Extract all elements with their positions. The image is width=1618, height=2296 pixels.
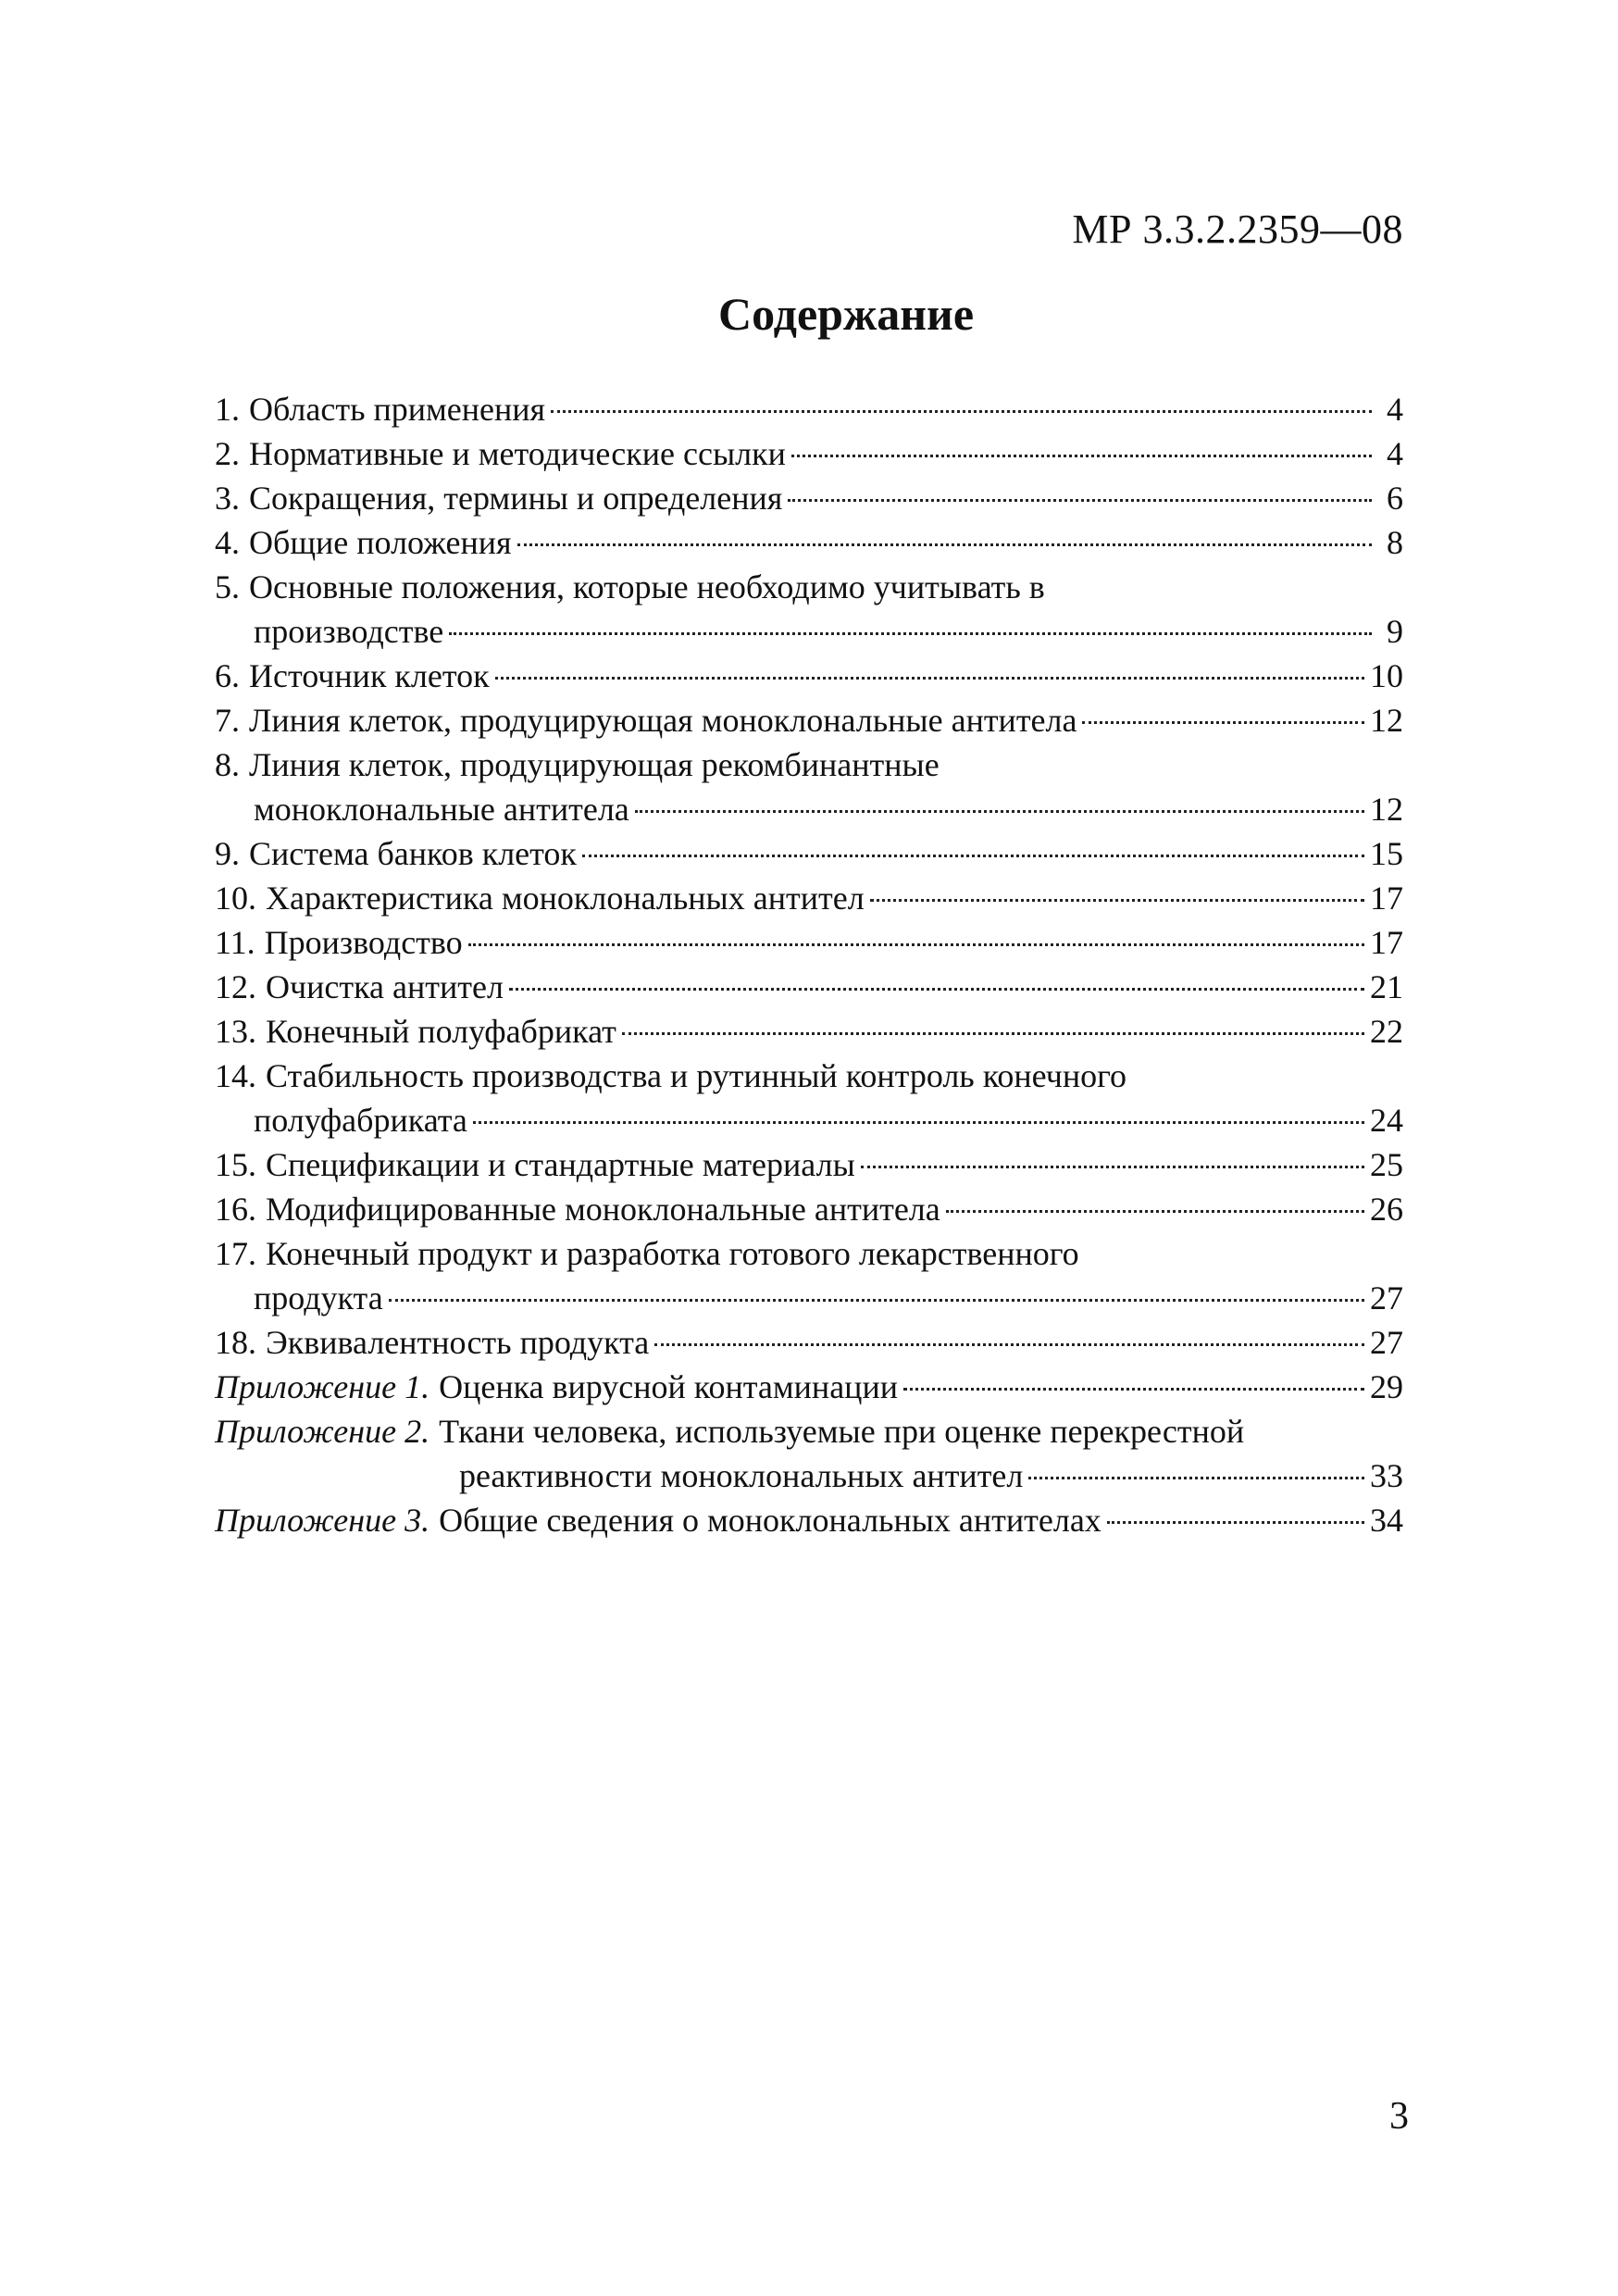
dot-leader — [1028, 1477, 1364, 1479]
toc-entry[interactable] — [215, 965, 1403, 1009]
toc-entry-title: Очистка антител — [266, 968, 504, 1005]
toc-entry[interactable] — [215, 1320, 1403, 1365]
toc-entry-number: 14. — [215, 1057, 256, 1094]
toc-entry[interactable] — [215, 1187, 1403, 1231]
toc-entry-number: 12. — [215, 968, 256, 1005]
toc-entry-page: 29 — [1370, 1368, 1403, 1405]
dot-leader — [870, 899, 1364, 902]
toc-entry-number: 3. — [215, 480, 240, 517]
toc-entry-number: 17. — [215, 1235, 256, 1272]
appendix-label: Приложение 2. — [215, 1413, 430, 1450]
toc-entry-number: 4. — [215, 524, 240, 561]
toc-entry-page: 26 — [1370, 1191, 1403, 1228]
toc-entry[interactable] — [215, 654, 1403, 698]
toc-entry-title: Характеристика моноклональных антител — [266, 880, 865, 917]
dot-leader — [791, 455, 1372, 457]
appendix-label: Приложение 3. — [215, 1502, 430, 1539]
dot-leader — [517, 543, 1372, 546]
dot-leader — [1082, 721, 1364, 724]
dot-leader — [449, 632, 1372, 635]
document-code: МР 3.3.2.2359—08 — [1072, 206, 1403, 252]
dot-leader — [654, 1343, 1364, 1346]
toc-entry[interactable] — [215, 431, 1403, 476]
toc-entry-page: 15 — [1370, 835, 1403, 872]
toc-entry-title: Конечный продукт и разработка готового лекарственного — [266, 1235, 1079, 1272]
toc-entry-title: Общие сведения о моноклональных антителах — [439, 1502, 1101, 1539]
toc-entry-page: 12 — [1370, 702, 1403, 739]
toc-entry[interactable] — [215, 1142, 1403, 1187]
toc-entry-number: 15. — [215, 1146, 256, 1183]
toc-entry-title: Линия клеток, продуцирующая моноклональные антитела — [249, 702, 1077, 739]
toc-entry[interactable] — [215, 1009, 1403, 1054]
toc-entry-page: 8 — [1387, 524, 1403, 561]
toc-entry-title: Эквивалентность продукта — [266, 1324, 650, 1361]
toc-entry-page: 33 — [1370, 1457, 1403, 1494]
toc-entry[interactable] — [215, 831, 1403, 876]
toc-entry-title: Линия клеток, продуцирующая рекомбинантные — [249, 746, 940, 783]
toc-entry-number: 2. — [215, 435, 240, 472]
toc-entry-number: 13. — [215, 1013, 256, 1050]
toc-entry-page: 17 — [1370, 924, 1403, 961]
toc-entry-page: 4 — [1387, 391, 1403, 428]
dot-leader — [861, 1166, 1364, 1168]
dot-leader — [635, 810, 1364, 813]
dot-leader — [582, 855, 1364, 857]
toc-entry-page: 17 — [1370, 880, 1403, 917]
page-number: 3 — [1389, 2095, 1409, 2138]
toc-entry[interactable] — [215, 476, 1403, 520]
toc-entry-page: 27 — [1370, 1279, 1403, 1316]
toc-entry-page: 9 — [1387, 613, 1403, 650]
toc-entry[interactable] — [215, 1231, 1403, 1320]
toc-entry-title-continued: полуфабриката — [254, 1102, 467, 1139]
dot-leader — [473, 1121, 1364, 1124]
toc-entry-title-continued: реактивности моноклональных антител — [459, 1457, 1024, 1494]
toc-entry-title: Производство — [264, 924, 463, 961]
toc-appendix-entry[interactable] — [215, 1498, 1403, 1542]
toc-entry-title: Источник клеток — [249, 657, 490, 694]
toc-entry-title: Спецификации и стандартные материалы — [266, 1146, 855, 1183]
toc-entry-page: 25 — [1370, 1146, 1403, 1183]
toc-entry-title-continued: моноклональные антитела — [254, 791, 629, 828]
toc-entry[interactable] — [215, 876, 1403, 920]
toc-appendix-entry[interactable] — [215, 1409, 1403, 1498]
toc-entry-number: 8. — [215, 746, 240, 783]
toc-entry-page: 21 — [1370, 968, 1403, 1005]
table-of-contents — [215, 387, 1403, 1542]
dot-leader — [509, 988, 1364, 991]
dot-leader — [622, 1032, 1364, 1035]
dot-leader — [903, 1388, 1364, 1391]
toc-entry-title: Оценка вирусной контаминации — [439, 1368, 898, 1405]
toc-entry-title: Сокращения, термины и определения — [249, 480, 783, 517]
toc-entry-page: 10 — [1370, 657, 1403, 694]
toc-entry-page: 34 — [1370, 1502, 1403, 1539]
toc-entry-page: 12 — [1370, 791, 1403, 828]
dot-leader — [946, 1210, 1364, 1213]
dot-leader — [788, 499, 1372, 502]
dot-leader — [1107, 1521, 1364, 1524]
toc-entry-title: Общие положения — [249, 524, 512, 561]
toc-entry-page: 4 — [1387, 435, 1403, 472]
toc-entry-title-continued: производстве — [254, 613, 444, 650]
toc-entry-page: 24 — [1370, 1102, 1403, 1139]
toc-entry-title: Область применения — [249, 391, 546, 428]
toc-entry-title: Ткани человека, используемые при оценке перекрестной — [439, 1413, 1245, 1450]
toc-entry-number: 7. — [215, 702, 240, 739]
toc-entry[interactable] — [215, 520, 1403, 565]
dot-leader — [468, 943, 1364, 946]
toc-entry-page: 27 — [1370, 1324, 1403, 1361]
toc-entry-number: 11. — [215, 924, 255, 961]
toc-entry-title-continued: продукта — [254, 1279, 383, 1316]
toc-entry[interactable] — [215, 387, 1403, 431]
toc-entry[interactable] — [215, 565, 1403, 654]
toc-entry-number: 10. — [215, 880, 256, 917]
dot-leader — [389, 1299, 1364, 1302]
toc-entry-title: Система банков клеток — [249, 835, 577, 872]
toc-entry-page: 6 — [1387, 480, 1403, 517]
toc-entry[interactable] — [215, 1054, 1403, 1142]
dot-leader — [495, 677, 1364, 680]
toc-entry-title: Нормативные и методические ссылки — [249, 435, 786, 472]
toc-entry-number: 6. — [215, 657, 240, 694]
toc-entry[interactable] — [215, 742, 1403, 831]
appendix-label: Приложение 1. — [215, 1368, 430, 1405]
page-title: Содержание — [717, 288, 975, 340]
toc-entry-title: Конечный полуфабрикат — [266, 1013, 616, 1050]
toc-entry-number: 18. — [215, 1324, 256, 1361]
toc-entry[interactable] — [215, 920, 1403, 965]
toc-entry-title: Стабильность производства и рутинный контроль конечного — [266, 1057, 1126, 1094]
toc-entry-number: 16. — [215, 1191, 256, 1228]
toc-appendix-entry[interactable] — [215, 1365, 1403, 1409]
toc-entry-number: 1. — [215, 391, 240, 428]
dot-leader — [551, 410, 1372, 413]
toc-entry-title: Основные положения, которые необходимо учитывать в — [249, 568, 1045, 605]
toc-entry-number: 5. — [215, 568, 240, 605]
toc-entry-page: 22 — [1370, 1013, 1403, 1050]
toc-entry-title: Модифицированные моноклональные антитела — [266, 1191, 940, 1228]
toc-entry-number: 9. — [215, 835, 240, 872]
toc-entry[interactable] — [215, 698, 1403, 742]
